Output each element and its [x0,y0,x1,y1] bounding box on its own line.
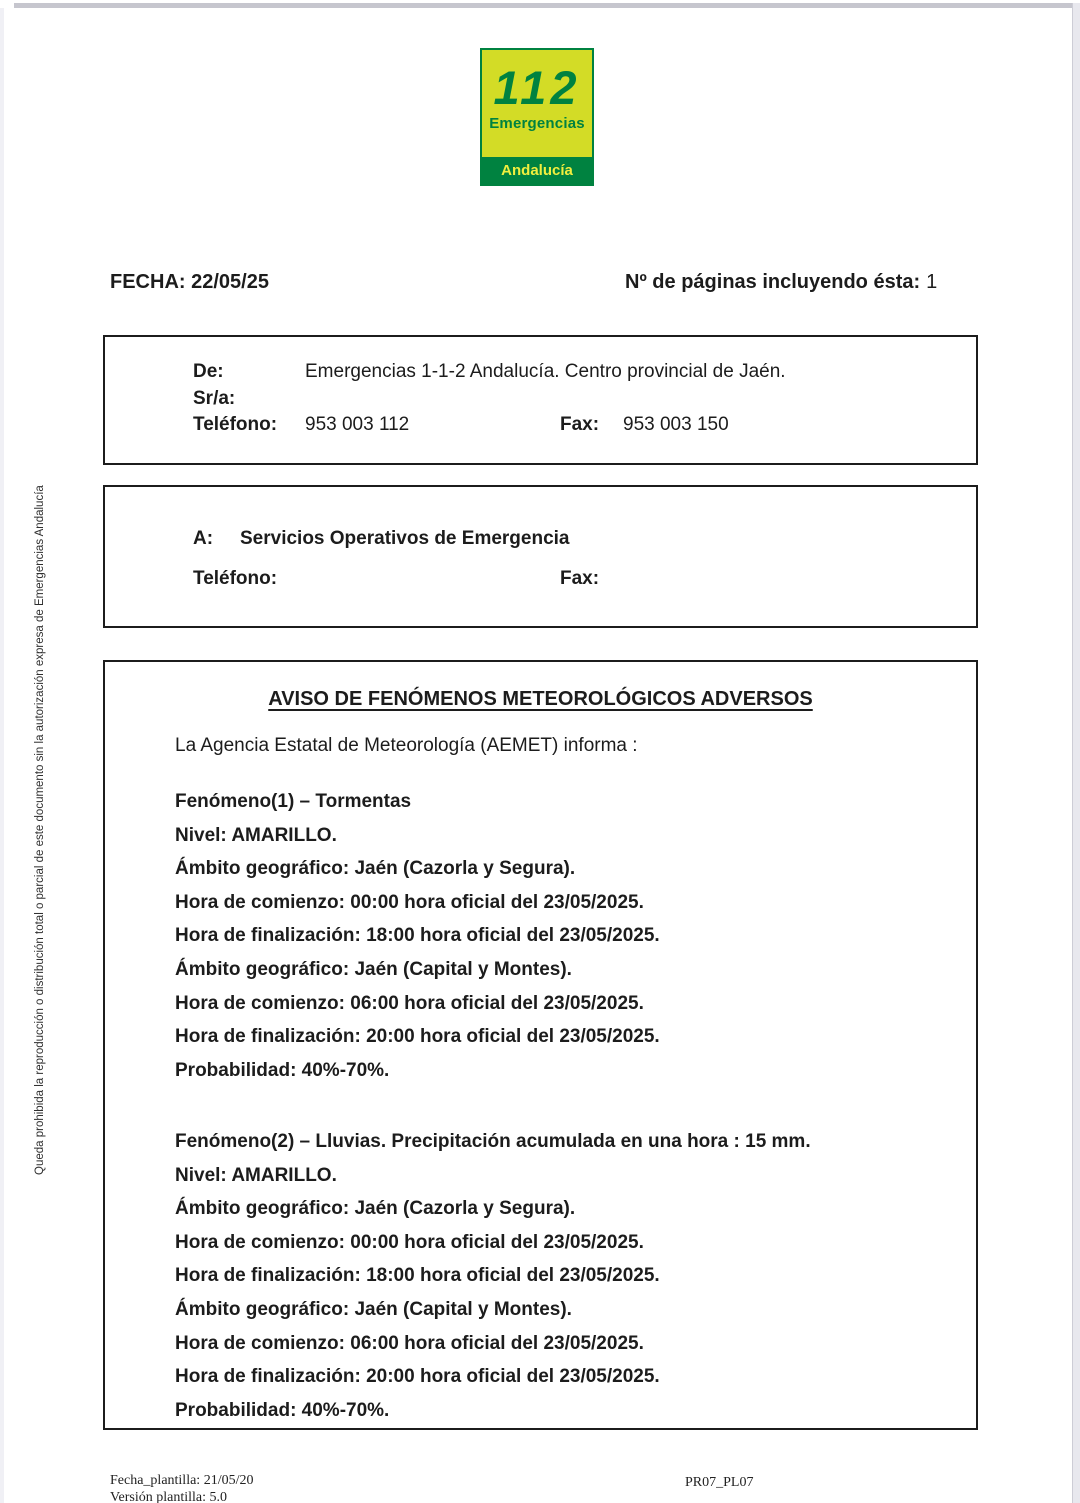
from-row-sra [193,386,966,413]
page-edge-top [14,3,1080,8]
from-box [103,335,978,465]
notice-line: Hora de comienzo: 00:00 hora oficial del 23/05/2025. [175,1231,644,1253]
notice-line: Fenómeno(2) – Lluvias. Precipitación acumulada en una hora : 15 mm. [175,1131,811,1152]
pages-value: 1 [926,271,938,293]
notice-line: Ámbito geográfico: Jaén (Cazorla y Segura). [175,858,576,880]
from-row-phone [193,412,966,439]
notice-line: Ámbito geográfico: Jaén (Capital y Montes). [175,1298,572,1320]
notice-line: Nivel: AMARILLO. [175,824,337,846]
de-label: De: [193,361,224,382]
footer-template-info [110,1472,253,1503]
notice-line: Hora de finalización: 18:00 hora oficial del 23/05/2025. [175,1265,660,1287]
notice-box [103,660,978,1430]
de-value: Emergencias 1-1-2 Andalucía. Centro provincial de Jaén. [305,361,786,382]
from-fax-value: 953 003 150 [623,414,729,435]
phenomenon-1-block [175,785,955,1087]
page-edge-left [0,8,4,1503]
pages-label: Nº de páginas incluyendo ésta: [625,271,921,293]
pages-field [625,271,937,294]
to-box [103,485,978,628]
a-value: Servicios Operativos de Emergencia [240,528,570,549]
footer-template-version: Versión plantilla: 5.0 [110,1490,228,1503]
logo-112-number: 112 [493,61,581,114]
emergencias-112-logo [480,48,594,186]
sra-label: Sr/a: [193,387,236,409]
logo-andalucia-bar: Andalucía [482,157,592,184]
from-fax-label: Fax: [560,414,600,435]
from-row-de [193,359,966,386]
notice-line: Hora de comienzo: 06:00 hora oficial del 23/05/2025. [175,1332,644,1354]
notice-line: Ámbito geográfico: Jaén (Cazorla y Segura). [175,1198,576,1220]
notice-line: Hora de comienzo: 06:00 hora oficial del 23/05/2025. [175,992,644,1014]
a-label: A: [193,528,214,549]
notice-line: Hora de finalización: 20:00 hora oficial del 23/05/2025. [175,1026,660,1048]
from-phone-label: Teléfono: [193,414,278,435]
to-fax-label: Fax: [560,568,600,589]
phenomenon-2-block [175,1125,955,1427]
notice-line: Ámbito geográfico: Jaén (Capital y Montes). [175,958,572,980]
date-field: FECHA: 22/05/25 [110,271,269,293]
notice-line: Probabilidad: 40%-70%. [175,1059,390,1081]
notice-line: Hora de finalización: 20:00 hora oficial del 23/05/2025. [175,1366,660,1388]
notice-intro: La Agencia Estatal de Meteorología (AEMET) informa : [175,735,638,756]
footer-template-date: Fecha_plantilla: 21/05/20 [110,1473,254,1488]
notice-line: Probabilidad: 40%-70%. [175,1399,390,1421]
to-row-phone [193,567,966,591]
to-row-a [193,527,966,551]
footer-doc-code: PR07_PL07 [685,1475,754,1490]
notice-line: Hora de finalización: 18:00 hora oficial del 23/05/2025. [175,925,660,947]
to-phone-label: Teléfono: [193,568,278,589]
side-note-vertical: Queda prohibida la reproducción o distribución total o parcial de este documento sin la autorización expresa de Emergencias Andalucía [34,485,46,1175]
page-edge-right [1072,3,1080,1503]
from-phone-value: 953 003 112 [305,414,410,435]
notice-title: AVISO DE FENÓMENOS METEOROLÓGICOS ADVERSOS [268,688,813,710]
logo-emergencias-label: Emergencias [489,115,585,132]
notice-line: Nivel: AMARILLO. [175,1164,337,1186]
notice-line: Fenómeno(1) – Tormentas [175,791,412,812]
notice-line: Hora de comienzo: 00:00 hora oficial del 23/05/2025. [175,891,644,913]
